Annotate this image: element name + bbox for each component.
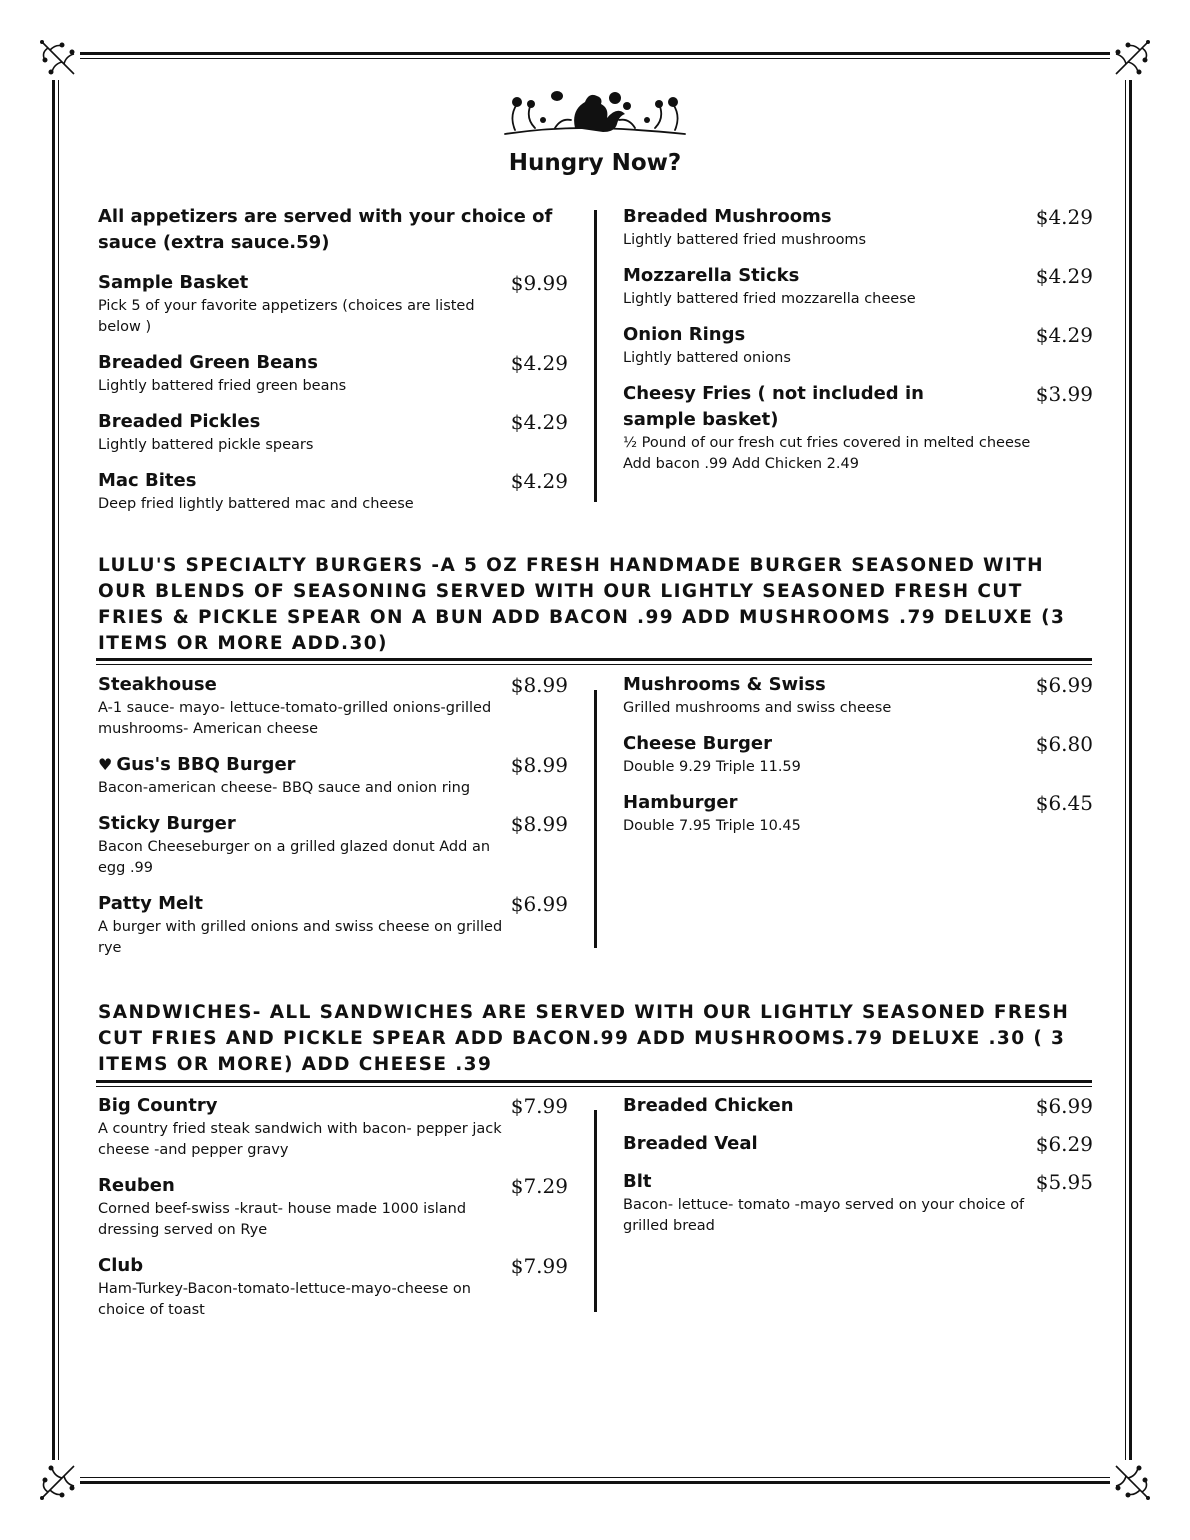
item-description: Lightly battered onions	[623, 350, 791, 366]
item-description: Corned beef-swiss -kraut- house made 1000 island dressing served on Rye	[98, 1201, 467, 1238]
column-divider	[594, 1110, 597, 1312]
burgers-right-column	[623, 672, 1093, 849]
section-rule	[96, 1080, 1092, 1083]
item-description: Lightly battered pickle spears	[98, 437, 314, 453]
floral-corner-icon	[36, 1460, 80, 1504]
menu-item	[98, 350, 568, 397]
item-description: A country fried steak sandwich with bacon- pepper jack cheese -and pepper gravy	[98, 1121, 502, 1158]
item-description: Ham-Turkey-Bacon-tomato-lettuce-mayo-cheese on choice of toast	[98, 1281, 471, 1318]
item-name: Onion Rings	[623, 324, 746, 345]
item-description: Double 7.95 Triple 10.45	[623, 818, 801, 834]
item-name: Mozzarella Sticks	[623, 265, 800, 286]
page-title: Hungry Now?	[508, 150, 682, 176]
menu-item	[623, 381, 1093, 475]
item-price: $3.99	[1035, 382, 1093, 406]
item-price: $6.99	[1035, 673, 1093, 697]
item-price: $6.99	[1035, 1094, 1093, 1118]
menu-item	[623, 1131, 1093, 1157]
item-price: $8.99	[510, 753, 568, 777]
menu-item	[98, 270, 568, 338]
item-name: Breaded Pickles	[98, 411, 261, 432]
item-name: Club	[98, 1255, 144, 1276]
item-name: Breaded Green Beans	[98, 352, 318, 373]
appetizers-left-column	[98, 204, 568, 527]
menu-item	[98, 891, 568, 959]
floral-corner-icon	[1110, 36, 1154, 80]
item-name: Cheese Burger	[623, 733, 773, 754]
menu-item	[623, 204, 1093, 251]
item-name: Blt	[623, 1171, 652, 1192]
item-price: $9.99	[510, 271, 568, 295]
menu-item	[623, 1169, 1093, 1237]
item-name: Breaded Chicken	[623, 1095, 794, 1116]
item-price: $8.99	[510, 812, 568, 836]
menu-item	[98, 1253, 568, 1321]
menu-item	[98, 1093, 568, 1161]
menu-item	[98, 752, 568, 799]
item-price: $5.95	[1035, 1170, 1093, 1194]
item-description: Bacon Cheeseburger on a grilled glazed donut Add an egg .99	[98, 839, 491, 876]
item-name-row	[98, 752, 568, 778]
rooster-floral-logo-icon	[495, 84, 695, 148]
sandwiches-right-column	[623, 1093, 1093, 1249]
item-name: Cheesy Fries ( not included in sample basket)	[623, 383, 924, 430]
menu-item	[98, 468, 568, 515]
burgers-left-column	[98, 672, 568, 971]
column-divider	[594, 690, 597, 948]
column-divider	[594, 210, 597, 502]
item-description: Lightly battered fried mushrooms	[623, 232, 867, 248]
item-description: Bacon- lettuce- tomato -mayo served on your choice of grilled bread	[623, 1197, 1025, 1234]
item-price: $4.29	[1035, 264, 1093, 288]
item-price: $6.29	[1035, 1132, 1093, 1156]
item-name: Steakhouse	[98, 674, 217, 695]
item-name: Breaded Veal	[623, 1133, 758, 1154]
item-price: $4.29	[510, 351, 568, 375]
sandwiches-left-column	[98, 1093, 568, 1333]
sandwiches-section-header: SANDWICHES- ALL SANDWICHES ARE SERVED WITH OUR LIGHTLY SEASONED FRESH CUT FRIES AND PICKLE SPEAR ADD BACON.99 ADD MUSHROOMS.79 DELUXE .30 ( 3 ITEMS OR MORE) ADD CHEESE .39	[98, 1002, 1070, 1075]
item-price: $7.99	[510, 1254, 568, 1278]
item-price: $6.99	[510, 892, 568, 916]
section-rule	[96, 664, 1092, 665]
item-description: Deep fried lightly battered mac and cheese	[98, 496, 414, 512]
item-name: Sticky Burger	[98, 813, 236, 834]
item-name: Patty Melt	[98, 893, 203, 914]
menu-item	[98, 1173, 568, 1241]
item-description: Double 9.29 Triple 11.59	[623, 759, 801, 775]
item-price: $4.29	[1035, 205, 1093, 229]
item-price: $4.29	[1035, 323, 1093, 347]
menu-item	[98, 811, 568, 879]
heart-icon: ♥	[98, 755, 113, 774]
item-description: A-1 sauce- mayo- lettuce-tomato-grilled onions-grilled mushrooms- American cheese	[98, 700, 492, 737]
menu-item	[98, 672, 568, 740]
menu-item	[623, 1093, 1093, 1119]
item-price: $4.29	[510, 469, 568, 493]
item-description: Pick 5 of your favorite appetizers (choices are listed below )	[98, 298, 475, 335]
item-name: Mushrooms & Swiss	[623, 674, 826, 695]
item-description: Bacon-american cheese- BBQ sauce and onion ring	[98, 780, 471, 796]
menu-item	[623, 263, 1093, 310]
item-price: $8.99	[510, 673, 568, 697]
menu-item	[623, 731, 1093, 778]
burgers-section-header: LULU'S SPECIALTY BURGERS -A 5 OZ FRESH HANDMADE BURGER SEASONED WITH OUR BLENDS OF SEASONING SERVED WITH OUR LIGHTLY SEASONED FRESH CUT FRIES & PICKLE SPEAR ON A BUN ADD BACON .99 ADD MUSHROOMS .79 DELUXE (3 ITEMS OR MORE ADD.30)	[98, 555, 1066, 654]
menu-item	[623, 672, 1093, 719]
menu-item	[623, 790, 1093, 837]
item-price: $7.29	[510, 1174, 568, 1198]
item-price: $7.99	[510, 1094, 568, 1118]
floral-corner-icon	[36, 36, 80, 80]
appetizers-intro: All appetizers are served with your choice of sauce (extra sauce.59)	[98, 206, 553, 253]
section-rule	[96, 658, 1092, 661]
item-name: Reuben	[98, 1175, 175, 1196]
menu-item	[98, 409, 568, 456]
item-price: $6.45	[1035, 791, 1093, 815]
item-description: Lightly battered fried mozzarella cheese	[623, 291, 916, 307]
item-name: Gus's BBQ Burger	[116, 754, 296, 775]
item-name: Sample Basket	[98, 272, 249, 293]
item-name: Mac Bites	[98, 470, 197, 491]
item-name: Breaded Mushrooms	[623, 206, 832, 227]
item-price: $4.29	[510, 410, 568, 434]
item-description: ½ Pound of our fresh cut fries covered in melted cheese Add bacon .99 Add Chicken 2.49	[623, 435, 1031, 472]
item-price: $6.80	[1035, 732, 1093, 756]
item-description: Grilled mushrooms and swiss cheese	[623, 700, 892, 716]
item-name: Hamburger	[623, 792, 738, 813]
item-description: Lightly battered fried green beans	[98, 378, 347, 394]
item-name: Big Country	[98, 1095, 218, 1116]
menu-item	[623, 322, 1093, 369]
item-description: A burger with grilled onions and swiss cheese on grilled rye	[98, 919, 503, 956]
section-rule	[96, 1086, 1092, 1087]
appetizers-right-column	[623, 204, 1093, 487]
floral-corner-icon	[1110, 1460, 1154, 1504]
